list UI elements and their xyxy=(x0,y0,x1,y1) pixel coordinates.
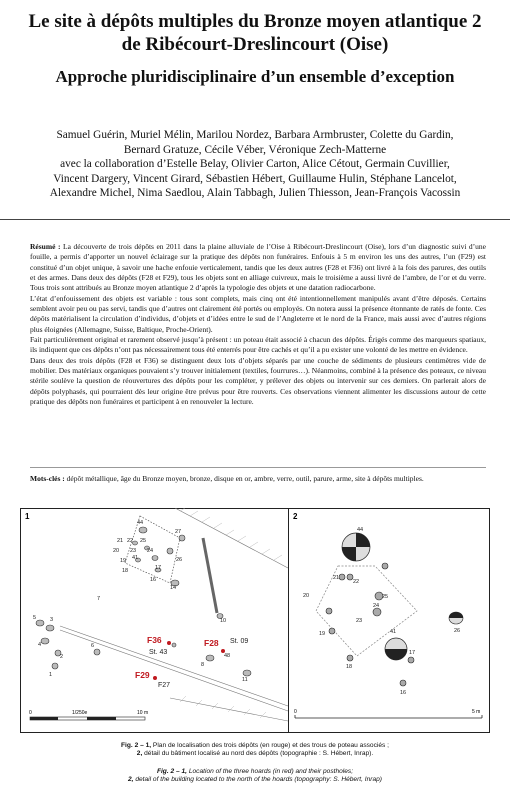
hoard-f29-label: F29 xyxy=(135,670,150,680)
keywords-label: Mots-clés : xyxy=(30,474,65,483)
abstract-label: Résumé : xyxy=(30,242,61,251)
svg-text:14: 14 xyxy=(170,585,177,591)
svg-text:11: 11 xyxy=(242,677,248,683)
author-line: avec la collaboration d’Estelle Belay, Olivier Carton, Alice Cétout, Germain Cuvillier, xyxy=(60,158,450,171)
svg-text:27: 27 xyxy=(175,529,182,535)
svg-text:4: 4 xyxy=(38,642,42,648)
svg-text:41: 41 xyxy=(390,629,397,635)
caption-fr-line-2: 2, détail du bâtiment localisé au nord des dépôts (topographie : S. Hébert, Inrap). xyxy=(136,750,374,757)
author-list xyxy=(0,128,510,201)
svg-text:6: 6 xyxy=(91,643,95,649)
svg-text:17: 17 xyxy=(155,565,162,571)
posthole xyxy=(179,535,185,541)
figure-plan xyxy=(20,508,490,733)
caption-en-line-2: 2, detail of the building located to the north of the hoards (topography: S. Hébert, Inrap) xyxy=(127,776,383,783)
svg-text:19: 19 xyxy=(319,631,326,637)
svg-text:5 m: 5 m xyxy=(472,709,481,715)
posthole xyxy=(167,548,173,554)
hoard-f28-label: F28 xyxy=(204,638,219,648)
posthole xyxy=(36,620,44,626)
caption-en-line-1: Fig. 2 – 1, Location of the three hoards (in red) and their postholes; xyxy=(156,768,354,775)
svg-text:7: 7 xyxy=(97,596,101,602)
posthole xyxy=(152,556,158,561)
author-line: Alexandre Michel, Nima Saedlou, Alain Tabbagh, Julien Thiesson, Jean-François Vacossin xyxy=(49,187,461,200)
figure xyxy=(20,508,490,733)
hatching xyxy=(180,508,282,718)
svg-text:1: 1 xyxy=(49,672,53,678)
svg-text:19: 19 xyxy=(120,558,127,564)
svg-text:20: 20 xyxy=(113,548,120,554)
excavation-limit xyxy=(60,508,288,721)
title-line-1: Le site à dépôts multiples du Bronze moyen atlantique 2 xyxy=(28,11,482,32)
svg-text:St. 09: St. 09 xyxy=(230,638,249,645)
svg-text:1/250e: 1/250e xyxy=(72,710,88,716)
author-line: Samuel Guérin, Muriel Mélin, Marilou Nordez, Barbara Armbruster, Colette du Gardin, xyxy=(56,129,454,141)
svg-text:21: 21 xyxy=(333,575,340,581)
svg-text:44: 44 xyxy=(137,520,144,526)
svg-text:48: 48 xyxy=(224,653,231,659)
posthole xyxy=(46,625,54,631)
svg-text:44: 44 xyxy=(357,527,364,533)
hoard-f36-label: F36 xyxy=(147,635,162,645)
header-divider xyxy=(0,219,510,220)
svg-text:24: 24 xyxy=(373,603,380,609)
posthole xyxy=(52,663,58,669)
svg-text:25: 25 xyxy=(140,538,147,544)
svg-text:21: 21 xyxy=(117,538,124,544)
svg-text:18: 18 xyxy=(346,664,353,670)
svg-text:F27: F27 xyxy=(158,682,171,689)
posthole xyxy=(94,649,100,655)
posthole xyxy=(139,527,147,533)
svg-text:3: 3 xyxy=(50,617,54,623)
title-line-2: de Ribécourt-Dreslincourt (Oise) xyxy=(121,34,389,55)
svg-text:16: 16 xyxy=(400,690,407,696)
author-line: Bernard Gratuze, Cécile Véber, Véronique Zech-Matterne xyxy=(123,143,387,156)
panel-2-label: 2 xyxy=(293,512,298,521)
structure-labels xyxy=(149,638,248,689)
scale-bar-1 xyxy=(29,710,148,720)
svg-text:22: 22 xyxy=(353,579,360,585)
keywords-divider xyxy=(30,467,486,468)
posthole xyxy=(41,638,49,644)
caption-fr-line-1: Fig. 2 – 1, Plan de localisation des trois dépôts (en rouge) et des trous de poteau associés ; xyxy=(121,742,389,749)
building-detail xyxy=(316,533,463,686)
keywords xyxy=(30,474,486,484)
hoard-f36-marker xyxy=(167,641,171,645)
svg-text:25: 25 xyxy=(382,594,389,600)
abstract-paragraph: Fait particulièrement original et rarement observé jusqu’à présent : un poteau était associé à chacun des dépôts. Érigés comme des marqueurs spatiaux, ils indiquent que ces dépôts n’ont pas nécessairement tous été enterrés pour être cachés et qu’il a pu exister une volonté de les mettre en évidence. xyxy=(30,335,486,355)
svg-text:17: 17 xyxy=(409,650,416,656)
subtitle: Approche pluridisciplinaire d’un ensemble d’exception xyxy=(55,67,455,86)
abstract-paragraph: Dans deux des trois dépôts (F28 et F36) se distinguent deux lots d’objets séparés par une couche de sédiments de plusieurs centimètres vide de mobilier. Des matériaux organiques pouvaient s’y trouver initialement (textiles, fourrures…). Néanmoins, combiné à la présence des poteaux, ce niveau stérile soulève la question de réouvertures des dépôts pour les compléter, y prélever des objets ou intervenir sur ces derniers. On parlerait alors de dépôts polyphasés, qui pourraient dès leur origine être prévus pour être rouverts. Ces observations viennent alimenter les discussions autour de cette pratique des dépôts non funéraires et participent à en renouveler la lecture. xyxy=(30,355,486,407)
svg-text:23: 23 xyxy=(356,618,363,624)
scale-bar-2 xyxy=(294,709,482,718)
svg-text:22: 22 xyxy=(127,538,134,544)
svg-text:26: 26 xyxy=(454,628,461,634)
svg-text:St. 43: St. 43 xyxy=(149,649,168,656)
svg-text:16: 16 xyxy=(150,577,157,583)
panel-1-label: 1 xyxy=(25,512,30,521)
author-line: Vincent Dargery, Vincent Girard, Sébastien Hébert, Guillaume Hulin, Stéphane Lancelot, xyxy=(53,172,457,185)
svg-text:41: 41 xyxy=(132,555,139,561)
svg-text:0: 0 xyxy=(29,710,32,716)
hoard-f29-marker xyxy=(153,676,157,680)
svg-text:23: 23 xyxy=(130,548,137,554)
abstract-paragraph: L’état d’enfouissement des objets est variable : tous sont complets, mais cinq ont été intentionnellement manipulés avant d’être déposés. Certains semblent avoir peu ou pas servi, tandis que d’autres ont clairement été portés ou employés. On notera aussi la présence étonnante de ratés de fonte. Ces dépôts matérialisent la circulation d’individus, d’objets et d’idées entre le sud de l’Angleterre et le nord de la France, mais aussi avec d’autres régions plus éloignées (Allemagne, Suisse, Baltique, Proche-Orient). xyxy=(30,293,486,334)
svg-text:5: 5 xyxy=(33,615,37,621)
panel-1-frame xyxy=(21,509,289,733)
posthole xyxy=(206,655,214,661)
svg-text:24: 24 xyxy=(147,548,154,554)
ditch xyxy=(203,538,217,613)
svg-text:20: 20 xyxy=(303,593,310,599)
svg-text:10 m: 10 m xyxy=(137,710,149,716)
postholes-panel-1 xyxy=(36,527,251,676)
keywords-text: dépôt métallique, âge du Bronze moyen, bronze, disque en or, ambre, verre, outil, parure, arme, site à dépôts multiples. xyxy=(66,474,424,483)
posthole xyxy=(243,670,251,676)
svg-text:0: 0 xyxy=(294,709,297,715)
svg-text:8: 8 xyxy=(201,662,205,668)
svg-text:2: 2 xyxy=(60,654,64,660)
abstract-paragraph: La découverte de trois dépôts en 2011 dans la plaine alluviale de l’Oise à Ribécourt-Dreslincourt (Oise), lors d’un diagnostic suivi d’une fouille, a permis d’apporter un nouvel éclairage sur la pratique des dépôts non funéraires. Enfouis à 5 m environ les uns des autres, l’un (F29) est constitué d’un objet unique, à savoir une hache enfouie verticalement, tandis que les deux autres (F28 et F36) ont livré à la fois des parures, des outils et des armes. Dans deux des dépôts (F28 et F29), tous les objets sont en alliage cuivreux, mais le troisième a aussi livré de l’ambre, de l’or et du verre. Tous trois sont attribués au Bronze moyen atlantique 2 d’après la typologie des objets et une datation radiocarbone. xyxy=(30,242,487,293)
svg-text:10: 10 xyxy=(220,618,227,624)
svg-text:18: 18 xyxy=(122,568,129,574)
abstract xyxy=(30,242,486,408)
svg-text:26: 26 xyxy=(176,557,183,563)
posthole xyxy=(133,541,138,545)
posthole xyxy=(172,643,176,647)
